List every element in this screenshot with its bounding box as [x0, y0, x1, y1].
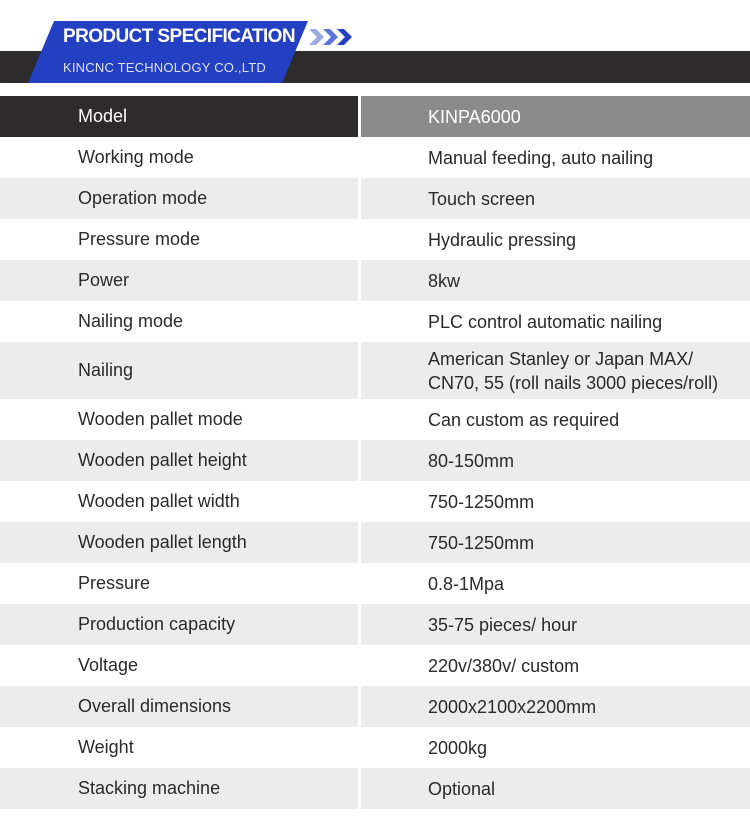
row-value: PLC control automatic nailing	[361, 301, 750, 342]
row-value-line: American Stanley or Japan MAX/	[428, 348, 694, 369]
row-value: Hydraulic pressing	[361, 219, 750, 260]
row-label: Overall dimensions	[0, 686, 358, 727]
row-value: 35-75 pieces/ hour	[361, 604, 750, 645]
row-label: Wooden pallet mode	[0, 399, 358, 440]
row-label: Voltage	[0, 645, 358, 686]
row-label: Wooden pallet length	[0, 522, 358, 563]
row-label: Production capacity	[0, 604, 358, 645]
row-value: Touch screen	[361, 178, 750, 219]
table-row	[0, 481, 750, 522]
table-header-row	[0, 96, 750, 137]
table-row	[0, 727, 750, 768]
table-row	[0, 645, 750, 686]
row-value: 8kw	[361, 260, 750, 301]
row-label: Nailing	[0, 342, 358, 399]
row-label: Operation mode	[0, 178, 358, 219]
row-value: 2000kg	[361, 727, 750, 768]
company-name: KINCNC TECHNOLOGY CO.,LTD	[63, 60, 266, 75]
table-row	[0, 522, 750, 563]
row-value: 750-1250mm	[361, 481, 750, 522]
table-row	[0, 604, 750, 645]
row-value: Can custom as required	[361, 399, 750, 440]
table-row	[0, 178, 750, 219]
row-label: Pressure mode	[0, 219, 358, 260]
row-value: 750-1250mm	[361, 522, 750, 563]
row-value: Optional	[361, 768, 750, 809]
row-value: Manual feeding, auto nailing	[361, 137, 750, 178]
row-label: Working mode	[0, 137, 358, 178]
row-value: 80-150mm	[361, 440, 750, 481]
row-value: 220v/380v/ custom	[361, 645, 750, 686]
row-label: Pressure	[0, 563, 358, 604]
table-row	[0, 342, 750, 399]
header-label: Model	[0, 96, 358, 137]
row-label: Weight	[0, 727, 358, 768]
row-label: Nailing mode	[0, 301, 358, 342]
row-label: Wooden pallet height	[0, 440, 358, 481]
row-value: 0.8-1Mpa	[361, 563, 750, 604]
spec-table	[0, 96, 750, 809]
row-label: Stacking machine	[0, 768, 358, 809]
row-value	[361, 342, 750, 399]
table-row	[0, 399, 750, 440]
triple-chevron-right-icon	[309, 27, 369, 47]
table-row	[0, 440, 750, 481]
page-title: PRODUCT SPECIFICATION	[63, 26, 295, 47]
header-value: KINPA6000	[361, 96, 750, 137]
row-value: 2000x2100x2200mm	[361, 686, 750, 727]
row-label: Power	[0, 260, 358, 301]
table-row	[0, 301, 750, 342]
table-row	[0, 137, 750, 178]
table-row	[0, 219, 750, 260]
row-label: Wooden pallet width	[0, 481, 358, 522]
table-row	[0, 260, 750, 301]
table-row	[0, 686, 750, 727]
row-value-line: CN70, 55 (roll nails 3000 pieces/roll)	[428, 372, 719, 393]
table-row	[0, 563, 750, 604]
table-row	[0, 768, 750, 809]
